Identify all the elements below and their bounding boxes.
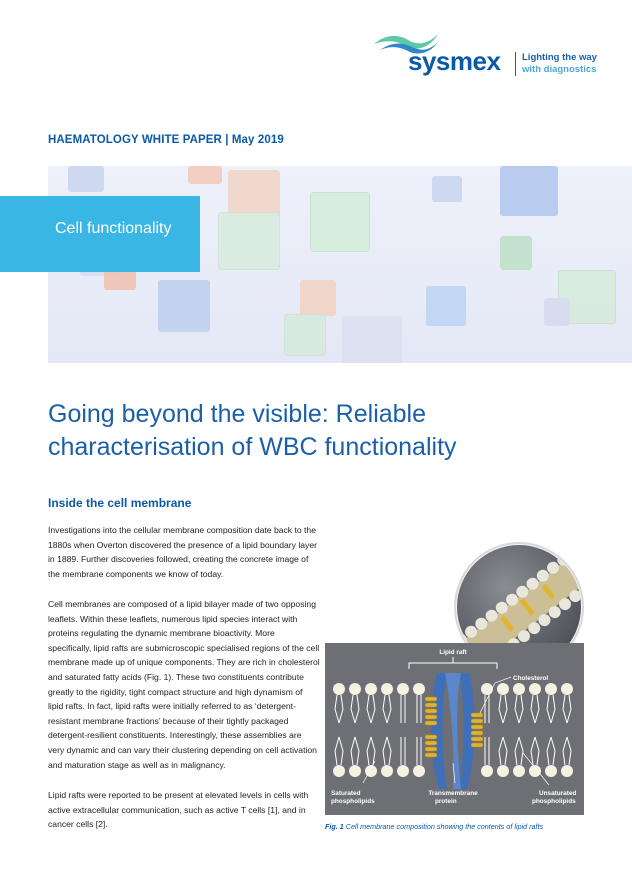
decorative-square <box>218 212 280 270</box>
decorative-square <box>426 286 466 326</box>
transmembrane-protein <box>431 673 447 789</box>
unsaturated-label-line1: Unsaturated <box>539 790 577 797</box>
topic-tab <box>0 196 200 272</box>
figure-caption-number: Fig. 1 <box>325 822 344 831</box>
membrane-diagram <box>325 643 584 815</box>
transmembrane-label-line2: protein <box>435 798 457 805</box>
logo-tagline-line1: Lighting the way <box>522 52 597 63</box>
article-title: Going beyond the visible: Reliable characterisation of WBC functionality <box>48 400 457 461</box>
figure-caption <box>325 822 543 831</box>
decorative-square <box>68 166 104 192</box>
decorative-square <box>228 170 280 218</box>
paragraph-1: Investigations into the cellular membrane composition date back to the 1880s when Overton discovered the presence of a lipid boundary layer in 1889. Further discoveries followed, creating the concrete image of the membrane components we know of today. <box>48 525 317 579</box>
decorative-square <box>188 166 222 184</box>
saturated-label-line2: phospholipids <box>331 798 375 805</box>
saturated-label-line1: Saturated <box>331 790 361 797</box>
lipid-raft-label: Lipid raft <box>439 649 467 656</box>
paragraph-2: Cell membranes are composed of a lipid bilayer made of two opposing leaflets. Within these leaflets, numerous lipid species interact with proteins regulating the dynamic membrane bioactivity. More specifically, lipid rafts are submicroscopic specialised regions of the cell membrane made up of unique components. They are rich in cholesterol and saturated fatty acids (Fig. 1). These two constituents contribute greatly to the rigidity, tight compact structure and high dynamism of lipid rafts. In fact, lipid rafts were initially referred to as ‘detergent-resistant membrane fractions’ because of their tightly packaged detergent-resilient constituents. Interestingly, these assemblies are very dynamic and can vary their clustering depending on cell activation and maturation stage as well as in malignancy. <box>48 599 320 770</box>
paragraph-3: Lipid rafts were reported to be present at elevated levels in cells with active extracellular communication, such as active T cells [1], and in cancer cells [2]. <box>48 790 309 830</box>
decorative-square <box>500 166 558 216</box>
decorative-square <box>158 280 210 332</box>
transmembrane-label-line1: Transmembrane <box>428 790 478 797</box>
unsaturated-label-line2: phospholipids <box>532 798 576 805</box>
decorative-square <box>284 314 326 356</box>
section-heading: Inside the cell membrane <box>48 496 192 510</box>
decorative-square <box>310 192 370 252</box>
decorative-square <box>500 236 532 270</box>
decorative-square <box>544 298 570 326</box>
decorative-square <box>300 280 336 316</box>
sysmex-logo <box>372 30 612 80</box>
topic-tab-label: Cell functionality <box>55 220 172 237</box>
cholesterol-label: Cholesterol <box>513 675 549 682</box>
figure-caption-text: Cell membrane composition showing the contents of lipid rafts <box>345 822 544 831</box>
document-kicker: HAEMATOLOGY WHITE PAPER | May 2019 <box>48 134 284 146</box>
logo-divider <box>515 52 516 76</box>
logo-tagline-line2: with diagnostics <box>522 64 597 75</box>
decorative-square <box>432 176 462 202</box>
membrane-diagram-drawing <box>325 643 584 815</box>
decorative-square <box>342 316 402 363</box>
logo-wordmark: sysmex <box>408 46 501 76</box>
